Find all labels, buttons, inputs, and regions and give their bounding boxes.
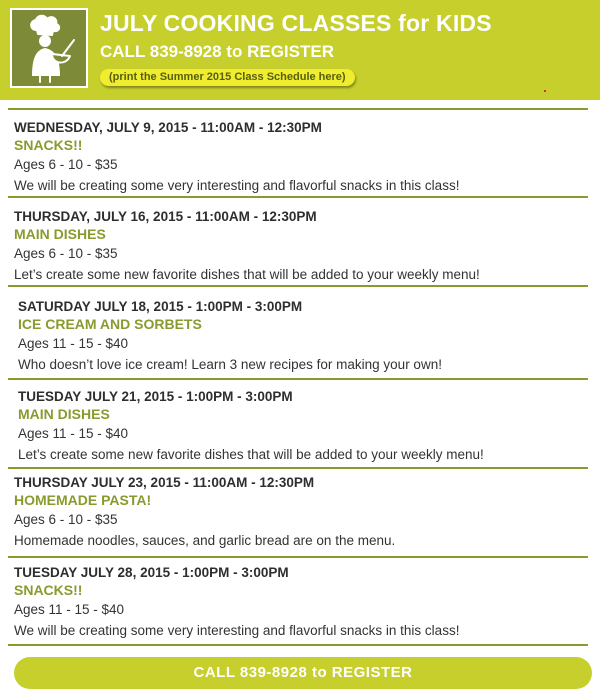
divider: [8, 285, 588, 287]
call-to-register-button[interactable]: CALL 839-8928 to REGISTER: [14, 657, 592, 689]
phone-register-subtitle: CALL 839-8928 to REGISTER: [100, 42, 334, 61]
print-schedule-link[interactable]: (print the Summer 2015 Class Schedule here): [100, 69, 355, 86]
class-date: SATURDAY JULY 18, 2015 - 1:00PM - 3:00PM: [18, 299, 303, 314]
red-dot-marker: [544, 90, 546, 92]
class-entry: [14, 119, 594, 196]
class-name: SNACKS!!: [14, 582, 83, 598]
class-description: Homemade noodles, sauces, and garlic bread are on the menu.: [14, 533, 396, 548]
class-entry: [14, 474, 594, 551]
class-entry: [18, 298, 598, 375]
divider: [8, 556, 588, 558]
class-name: ICE CREAM AND SORBETS: [18, 316, 202, 332]
class-ages-price: Ages 11 - 15 - $40: [18, 336, 129, 351]
class-date: TUESDAY JULY 28, 2015 - 1:00PM - 3:00PM: [14, 565, 289, 580]
page-title: JULY COOKING CLASSES for KIDS: [100, 10, 492, 36]
header-banner: [0, 0, 600, 100]
class-entry: [18, 388, 598, 465]
class-description: We will be creating some very interesting and flavorful snacks in this class!: [14, 623, 460, 638]
class-name: HOMEMADE PASTA!: [14, 492, 152, 508]
class-name: MAIN DISHES: [18, 406, 110, 422]
divider: [8, 467, 588, 469]
class-entry: [14, 564, 594, 641]
divider: [8, 644, 588, 646]
class-date: THURSDAY JULY 23, 2015 - 11:00AM - 12:30PM: [14, 475, 315, 490]
class-entry: [14, 208, 594, 285]
class-ages-price: Ages 11 - 15 - $40: [14, 602, 125, 617]
class-date: THURSDAY, JULY 16, 2015 - 11:00AM - 12:30PM: [14, 209, 317, 224]
class-description: Who doesn’t love ice cream! Learn 3 new recipes for making your own!: [18, 357, 442, 372]
class-description: Let’s create some new favorite dishes that will be added to your weekly menu!: [14, 267, 480, 282]
chef-stirring-bowl-icon: [10, 8, 88, 88]
class-ages-price: Ages 11 - 15 - $40: [18, 426, 129, 441]
divider: [8, 196, 588, 198]
class-date: WEDNESDAY, JULY 9, 2015 - 11:00AM - 12:30PM: [14, 120, 322, 135]
class-date: TUESDAY JULY 21, 2015 - 1:00PM - 3:00PM: [18, 389, 293, 404]
class-ages-price: Ages 6 - 10 - $35: [14, 157, 118, 172]
class-name: SNACKS!!: [14, 137, 83, 153]
divider: [8, 378, 588, 380]
divider: [8, 108, 588, 110]
class-ages-price: Ages 6 - 10 - $35: [14, 246, 118, 261]
class-name: MAIN DISHES: [14, 226, 106, 242]
class-description: We will be creating some very interesting and flavorful snacks in this class!: [14, 178, 460, 193]
class-description: Let’s create some new favorite dishes that will be added to your weekly menu!: [18, 447, 484, 462]
class-ages-price: Ages 6 - 10 - $35: [14, 512, 118, 527]
